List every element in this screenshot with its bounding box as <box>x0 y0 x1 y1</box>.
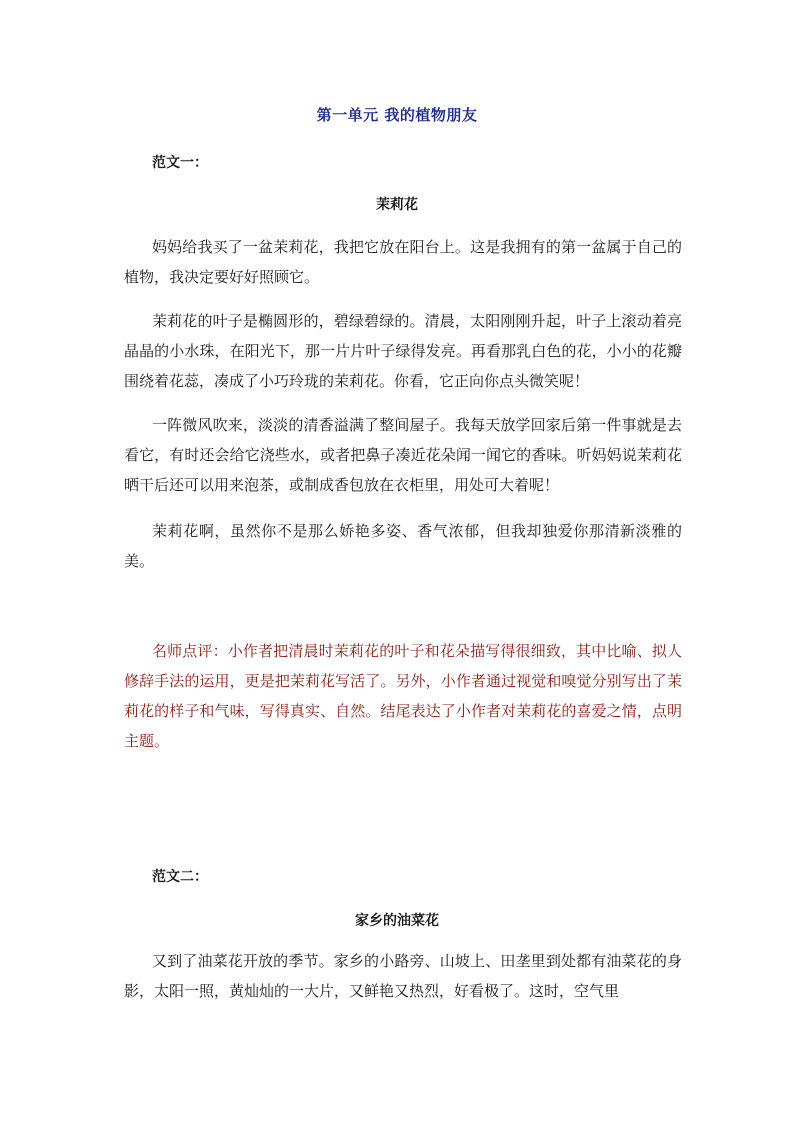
sample-1-paragraph-1: 妈妈给我买了一盆茉莉花，我把它放在阳台上。这是我拥有的第一盆属于自己的植物，我决定要好好照顾它。 <box>124 238 682 286</box>
sample-2-paragraph-1: 又到了油菜花开放的季节。家乡的小路旁、山坡上、田垄里到处都有油菜花的身影，太阳一照，黄灿灿的一大片，又鲜艳又热烈，好看极了。这时，空气里 <box>124 952 682 1000</box>
sample-1-title: 茉莉花 <box>376 197 418 213</box>
sample-2-title: 家乡的油菜花 <box>355 913 439 929</box>
sample-1-label: 范文一： <box>152 155 208 171</box>
sample-1-paragraph-4: 茉莉花啊，虽然你不是那么娇艳多姿、香气浓郁，但我却独爱你那清新淡雅的美。 <box>124 522 682 570</box>
sample-2-label: 范文二： <box>152 869 208 885</box>
sample-1-paragraph-2: 茉莉花的叶子是椭圆形的，碧绿碧绿的。清晨，太阳刚刚升起，叶子上滚动着亮晶晶的小水珠，在阳光下，那一片片叶子绿得发亮。再看那乳白色的花，小小的花瓣围绕着花蕊，凑成了小巧玲珑的茉莉花。你看，它正向你点头微笑呢！ <box>124 312 682 390</box>
unit-title: 第一单元 我的植物朋友 <box>316 106 478 124</box>
sample-1-paragraph-3: 一阵微风吹来，淡淡的清香溢满了整间屋子。我每天放学回家后第一件事就是去看它，有时还会给它浇些水，或者把鼻子凑近花朵闻一闻它的香味。听妈妈说茉莉花晒干后还可以用来泡茶，或制成香包放在衣柜里，用处可大着呢！ <box>124 416 682 494</box>
teacher-comment: 名师点评：小作者把清晨时茉莉花的叶子和花朵描写得很细致，其中比喻、拟人修辞手法的运用，更是把茉莉花写活了。另外，小作者通过视觉和嗅觉分别写出了茉莉花的样子和气味，写得真实、自然。结尾表达了小作者对茉莉花的喜爱之情，点明主题。 <box>124 642 682 750</box>
